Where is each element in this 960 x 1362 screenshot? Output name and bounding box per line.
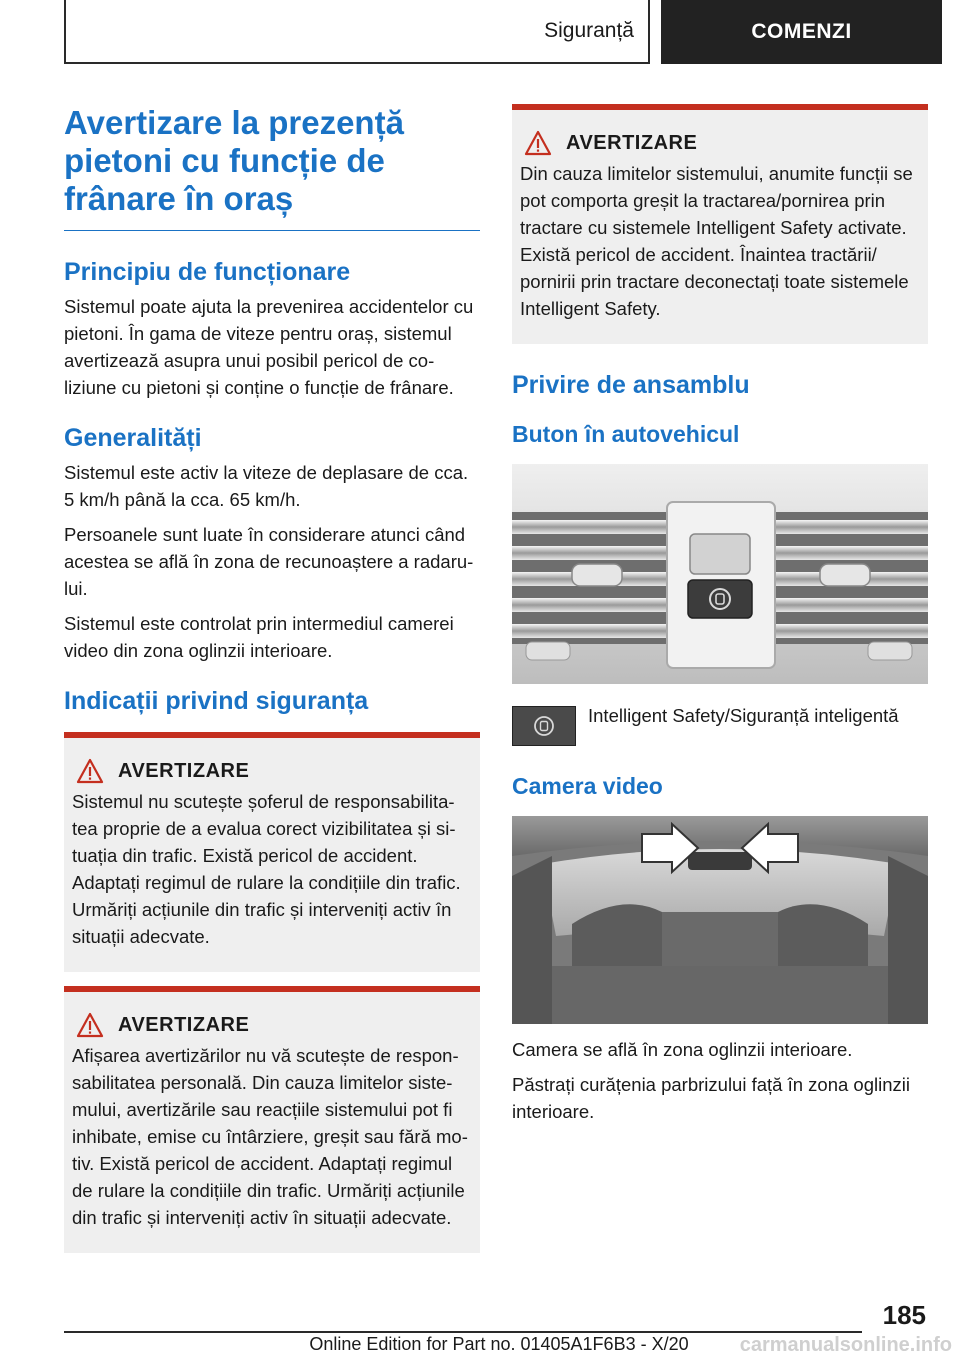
- intelligent-safety-button-icon: [512, 706, 576, 746]
- warning-text: Din cauza limitelor sistemului, anumite funcții se pot comporta greșit la tractarea/pornirea prin tractare cu sistemele Intelligent Safety activate. Există pericol de accident. Înaintea tractării/ pornirii prin tractare deconectați toate sistemele Intelligent Safety.: [520, 163, 913, 319]
- page-title: Avertizare la prezență pietoni cu funcție de frânare în oraș: [64, 104, 480, 231]
- button-legend: [512, 702, 928, 746]
- car-interior-illustration: [512, 816, 928, 1024]
- heading-safety: Indicații privind siguranța: [64, 687, 369, 715]
- heading-general: Generalități: [64, 424, 202, 452]
- button-label: Intelligent Safety/Siguranță inteligentă: [588, 705, 899, 726]
- paragraph-general-2: Persoanele sunt luate în considerare atunci când acestea se află în zona de recunoaștere a radarului.: [64, 524, 474, 599]
- footer-edition: Online Edition for Part no. 01405A1F6B3 - X/20: [309, 1334, 689, 1354]
- paragraph-general-1: Sistemul este activ la viteze de deplasare de cca. 5 km/h până la cca. 65 km/h.: [64, 462, 469, 510]
- button-photo: [512, 464, 928, 684]
- page-number: 185: [882, 1300, 926, 1330]
- heading-button: Buton în autovehicul: [512, 421, 740, 447]
- header-chapter-label: COMENZI: [751, 20, 852, 43]
- warning-triangle-icon: [524, 130, 552, 156]
- warning-title: AVERTIZARE: [118, 759, 250, 782]
- paragraph-camera-1: Camera se află în zona oglinzii interioare.: [512, 1039, 853, 1060]
- warning-title: AVERTIZARE: [118, 1013, 250, 1036]
- heading-principle: Principiu de funcționare: [64, 258, 351, 286]
- warning-box-1: [64, 732, 480, 972]
- right-column: [512, 104, 928, 1133]
- camera-photo: [512, 816, 928, 1024]
- heading-camera: Camera video: [512, 773, 663, 799]
- warning-box-2: [64, 986, 480, 1253]
- warning-box-3: [512, 104, 928, 344]
- paragraph-camera-2: Păstrați curățenia parbrizului față în zona oglinzii interioare.: [512, 1074, 910, 1122]
- header-section-label: Siguranță: [544, 19, 634, 42]
- left-column: [64, 104, 480, 1253]
- paragraph-general-3: Sistemul este controlat prin intermediul camerei video din zona oglinzii interioare.: [64, 613, 454, 661]
- dashboard-vent-illustration: [512, 464, 928, 684]
- warning-title: AVERTIZARE: [566, 131, 698, 154]
- footer-rule: [64, 1331, 862, 1333]
- paragraph-principle: Sistemul poate ajuta la prevenirea accidentelor cu pietoni. În gama de viteze pentru oraș, sistemul avertizează asupra unui posibil pericol de coliziune cu pietoni și conține o funcție de frânare.: [64, 296, 474, 398]
- warning-triangle-icon: [76, 758, 104, 784]
- header-section-tab: [64, 0, 650, 64]
- watermark: carmanualsonline.info: [739, 1334, 952, 1356]
- warning-text: Sistemul nu scutește șoferul de responsabilitatea proprie de a evalua corect vizibilitatea și situația din trafic. Există pericol de accident. Adaptați regimul de rulare la condițiile din trafic. Urmăriți acțiunile din trafic și interveniți activ în situații adecvate.: [72, 791, 461, 947]
- heading-overview: Privire de ansamblu: [512, 371, 750, 399]
- header-chapter-tab: [661, 0, 942, 64]
- warning-text: Afișarea avertizărilor nu vă scutește de responsabilitatea personală. Din cauza limitelor sistemului, avertizările sau reacțiile sistemului pot fi inhibate, emise cu întârziere, greșit sau fără motiv. Există pericol de accident. Adaptați regimul de rulare la condițiile din trafic. Urmăriți acțiunile din trafic și interveniți activ în situații adecvate.: [72, 1045, 468, 1228]
- warning-triangle-icon: [76, 1012, 104, 1038]
